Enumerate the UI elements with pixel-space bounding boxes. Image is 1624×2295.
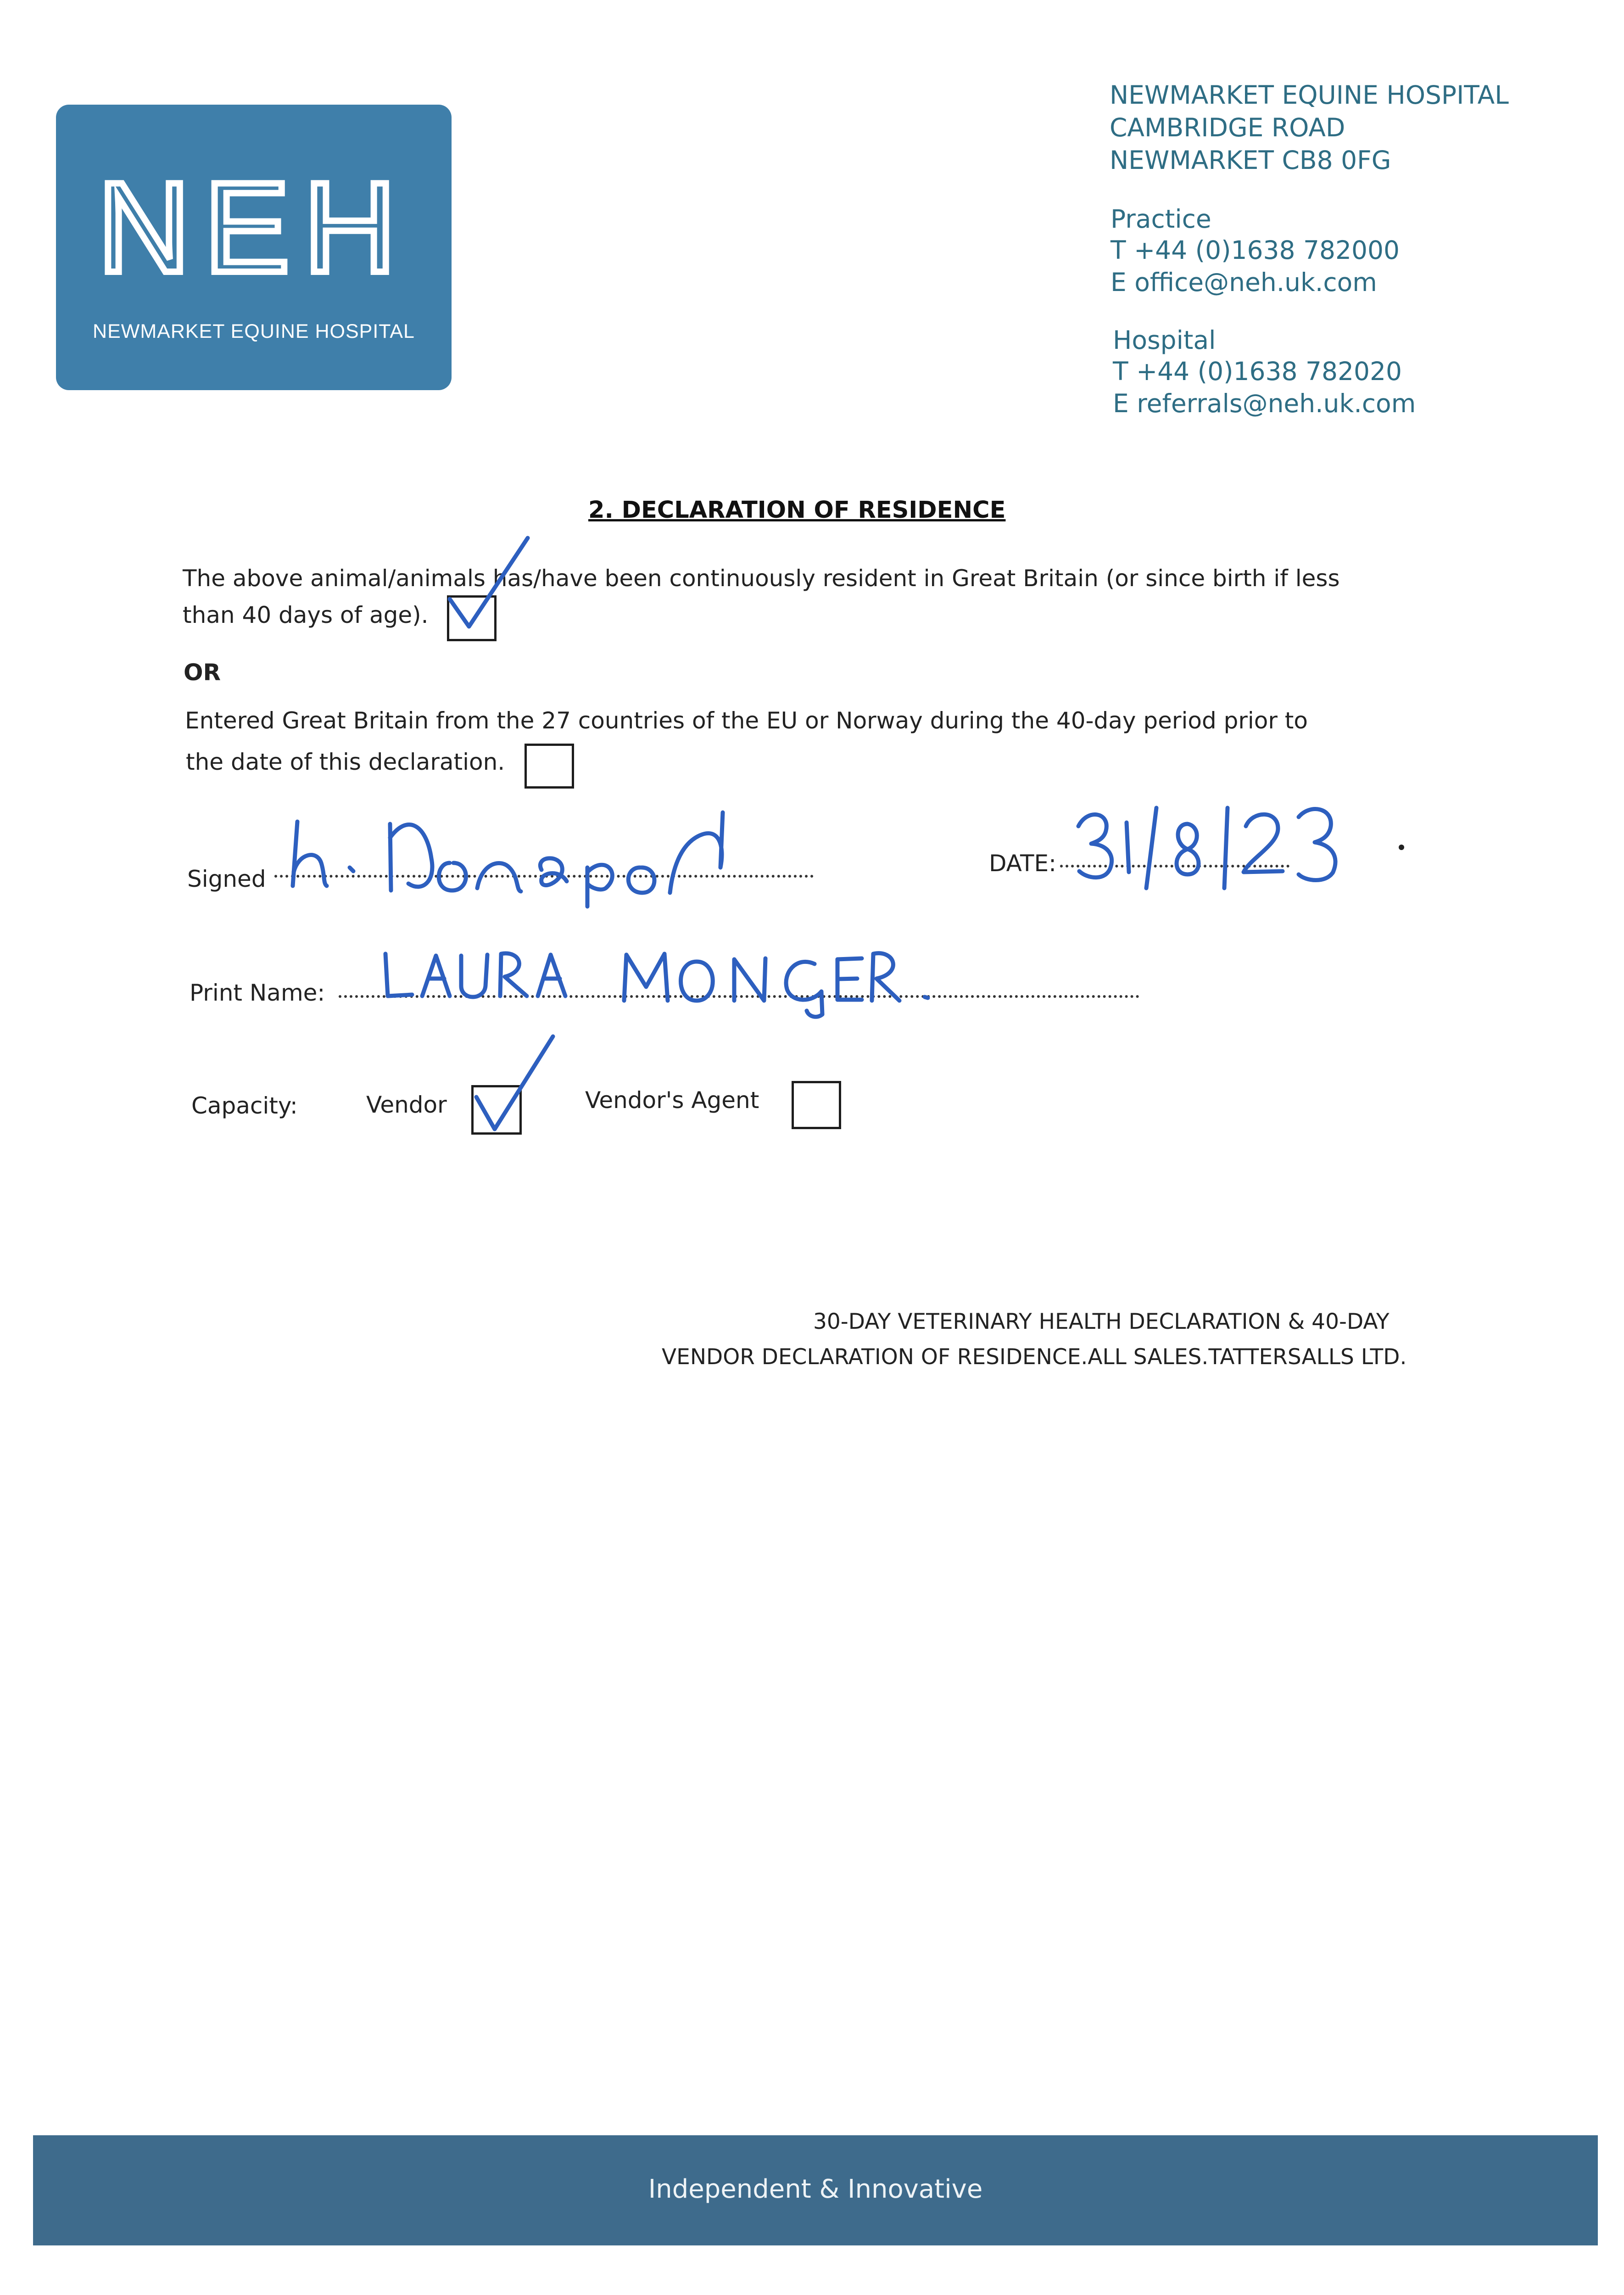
vendor-label: Vendor [366, 1092, 447, 1118]
handwritten-signature [285, 794, 780, 913]
option2-text-line1: Entered Great Britain from the 27 countries of the EU or Norway during the 40-day period prior to [185, 707, 1308, 734]
vendor-checkmark [463, 1028, 564, 1138]
vendor-agent-label: Vendor's Agent [585, 1087, 759, 1114]
logo-mark: NEH [97, 156, 410, 299]
doc-ref-line2: VENDOR DECLARATION OF RESIDENCE.ALL SALES.TATTERSALLS LTD. [662, 1344, 1407, 1370]
vendor-agent-checkbox[interactable] [792, 1081, 841, 1129]
logo-subtitle: NEWMARKET EQUINE HOSPITAL [93, 320, 415, 342]
date-label: DATE: [989, 850, 1056, 877]
option2-checkbox[interactable] [525, 744, 574, 789]
practice-label: Practice [1111, 204, 1211, 234]
footer-tagline: Independent & Innovative [648, 2174, 983, 2204]
option1-text-line1: The above animal/animals has/have been continuously resident in Great Britain (or since birth if less [183, 565, 1340, 592]
capacity-label: Capacity: [191, 1092, 298, 1119]
hospital-phone: T +44 (0)1638 782020 [1113, 357, 1402, 386]
option1-checkmark [441, 532, 551, 643]
option2-text-line2: the date of this declaration. [186, 749, 505, 775]
signed-label: Signed [187, 866, 266, 892]
option1-text-line2: than 40 days of age). [183, 602, 429, 628]
practice-phone: T +44 (0)1638 782000 [1111, 235, 1400, 265]
print-name-label: Print Name: [190, 980, 325, 1006]
address-line-1: NEWMARKET EQUINE HOSPITAL [1110, 80, 1509, 110]
address-line-2: CAMBRIDGE ROAD [1110, 113, 1345, 142]
doc-ref-line1: 30-DAY VETERINARY HEALTH DECLARATION & 40-DAY [813, 1309, 1390, 1334]
footer-band [33, 2135, 1598, 2245]
or-label: OR [184, 659, 221, 686]
hospital-label: Hospital [1113, 325, 1216, 355]
hospital-email: E referrals@neh.uk.com [1113, 389, 1416, 418]
neh-logo [56, 105, 452, 390]
declaration-title: 2. DECLARATION OF RESIDENCE [588, 497, 1006, 524]
date-period [1399, 845, 1404, 850]
handwritten-print-name [367, 927, 945, 1019]
practice-email: E office@neh.uk.com [1111, 268, 1377, 297]
address-line-3: NEWMARKET CB8 0FG [1110, 146, 1391, 175]
handwritten-date [1069, 799, 1345, 890]
